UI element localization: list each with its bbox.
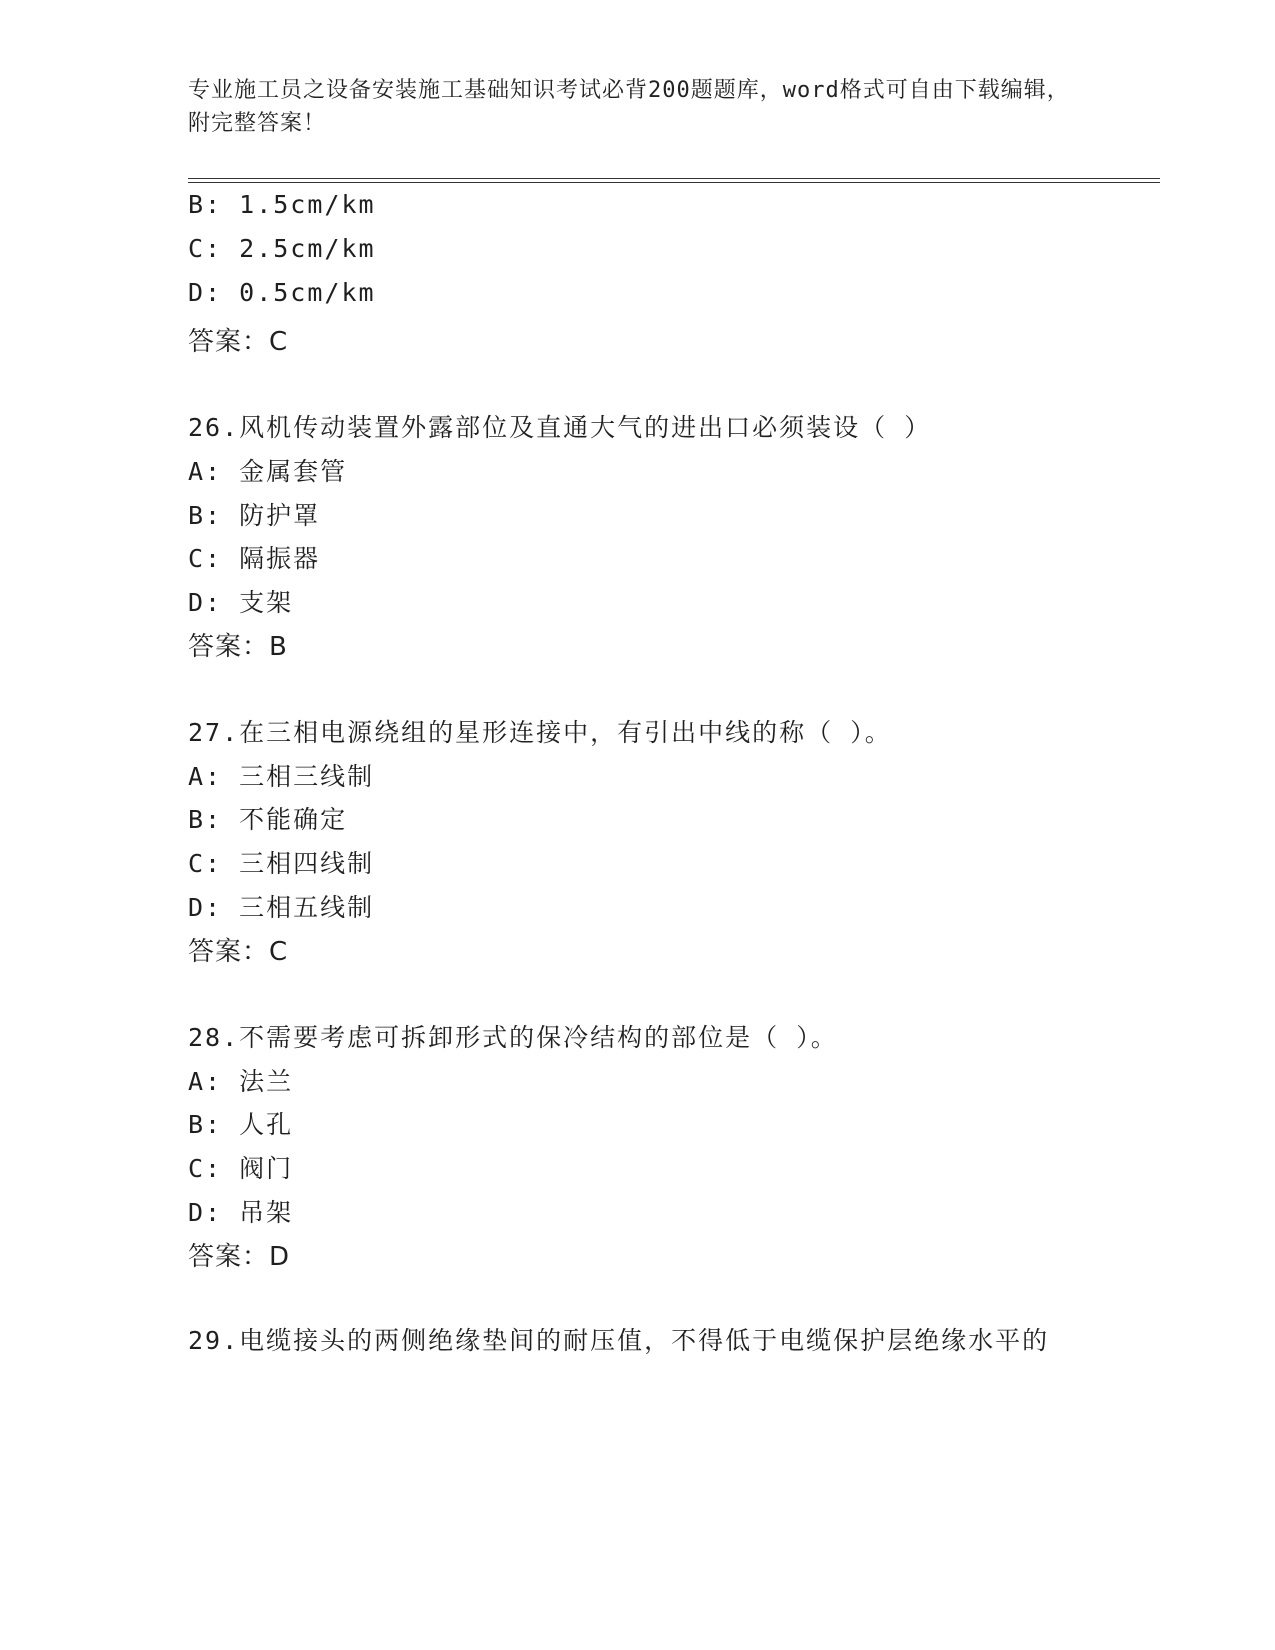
q27-option-c: C: 三相四线制 (188, 849, 375, 878)
q27-answer: 答案：C (188, 937, 289, 967)
q28-option-b: B: 人孔 (188, 1110, 294, 1139)
q28-question: 28.不需要考虑可拆卸形式的保冷结构的部位是（ ）。 (188, 1023, 838, 1052)
q26-option-b: B: 防护罩 (188, 501, 321, 530)
document-header: 专业施工员之设备安装施工基础知识考试必背200题题库，word格式可自由下载编辑，附完整答案！ (188, 78, 1070, 136)
q26-option-a: A: 金属套管 (188, 457, 348, 486)
header-rule-bottom (188, 182, 1160, 183)
q29-question: 29.电缆接头的两侧绝缘垫间的耐压值，不得低于电缆保护层绝缘水平的 (188, 1326, 1050, 1355)
header-rule-top (188, 178, 1160, 179)
q27-option-a: A: 三相三线制 (188, 762, 375, 791)
q28-option-c: C: 阀门 (188, 1154, 294, 1183)
q27-question: 27.在三相电源绕组的星形连接中，有引出中线的称（ ）。 (188, 718, 892, 747)
q25-option-d: D: 0.5cm/km (188, 278, 376, 307)
q25-option-c: C: 2.5cm/km (188, 234, 376, 263)
q25-answer: 答案：C (188, 327, 289, 357)
q25-option-b: B: 1.5cm/km (188, 190, 376, 219)
q26-option-c: C: 隔振器 (188, 544, 321, 573)
q27-option-d: D: 三相五线制 (188, 893, 375, 922)
q28-answer: 答案：D (188, 1242, 291, 1272)
q28-option-a: A: 法兰 (188, 1067, 294, 1096)
q27-option-b: B: 不能确定 (188, 805, 348, 834)
q26-question: 26.风机传动装置外露部位及直通大气的进出口必须装设（ ） (188, 413, 932, 442)
q26-option-d: D: 支架 (188, 588, 294, 617)
q26-answer: 答案：B (188, 632, 288, 662)
q28-option-d: D: 吊架 (188, 1198, 294, 1227)
